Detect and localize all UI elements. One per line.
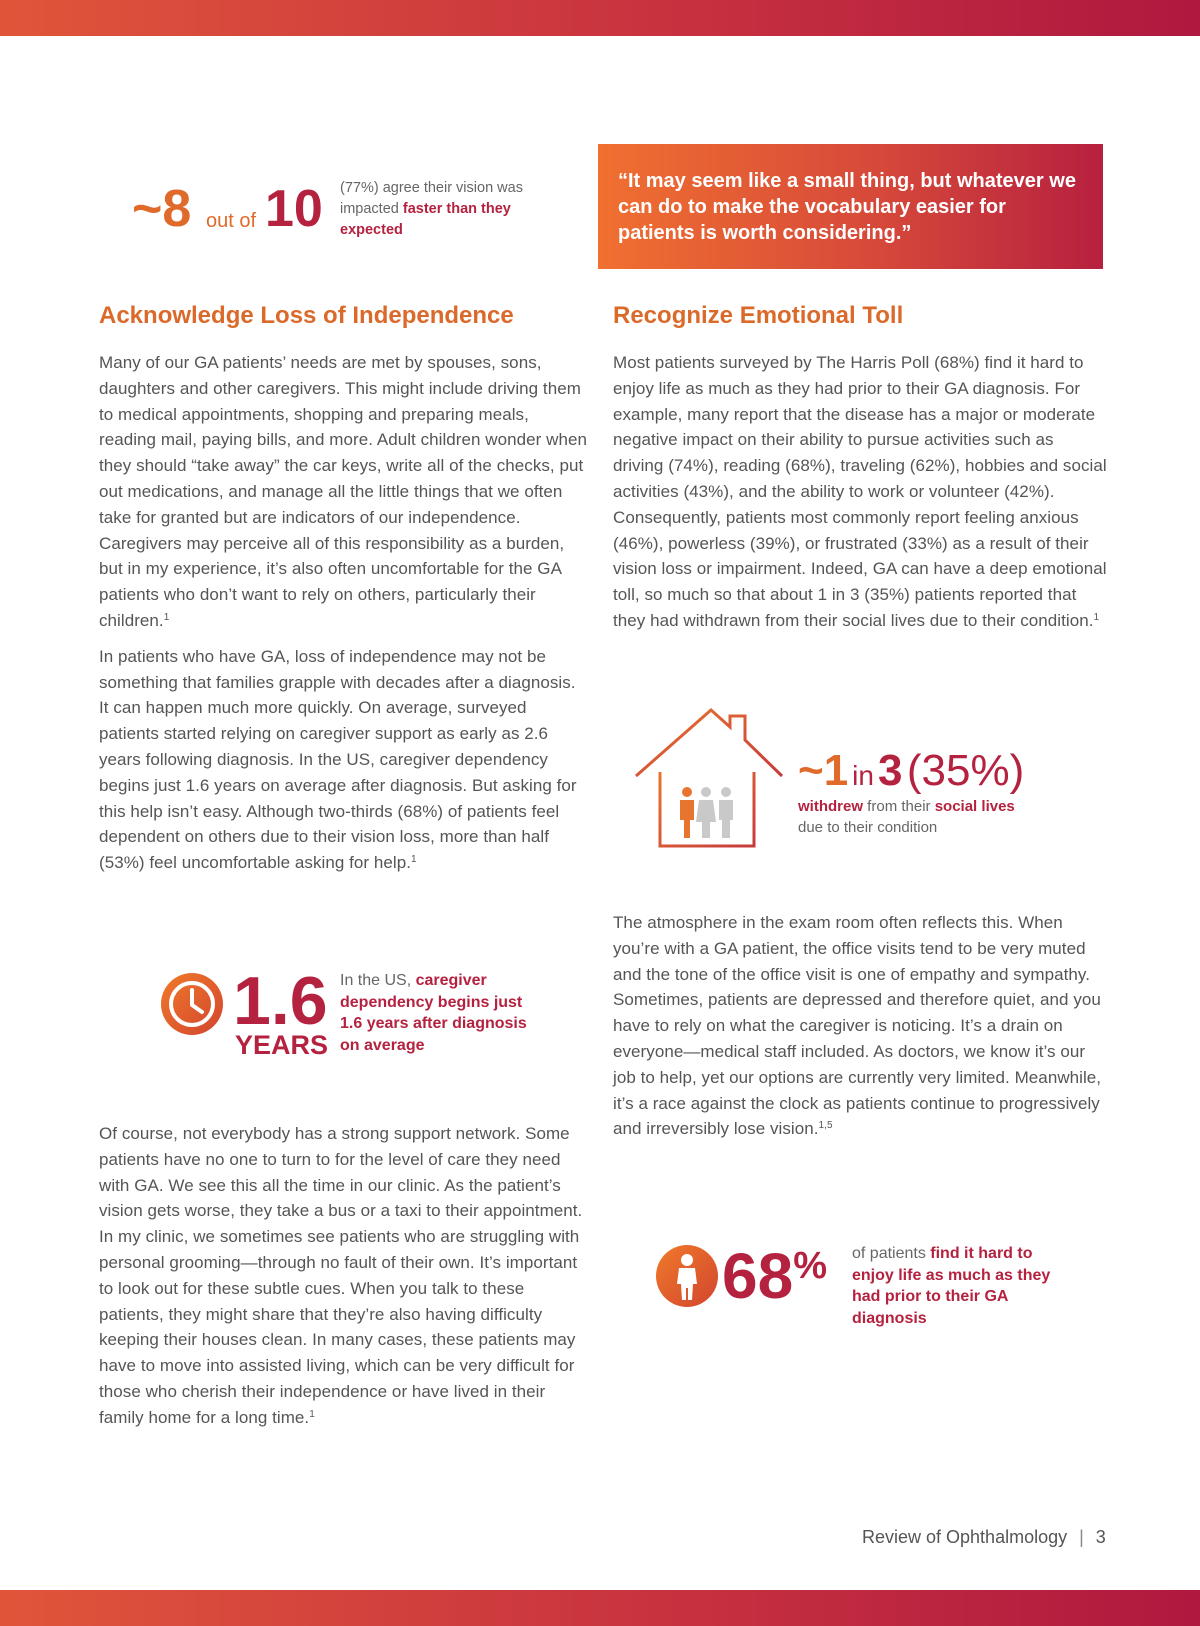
pull-quote-box xyxy=(598,144,1103,269)
stat-1-in-3-caption xyxy=(798,796,1098,838)
person-circle-icon xyxy=(656,1245,718,1307)
stat-1-in-3 xyxy=(798,748,1098,838)
heading-emotional-toll: Recognize Emotional Toll xyxy=(613,302,904,329)
left-paragraph-2-ref: 1 xyxy=(411,854,417,866)
page-number: 3 xyxy=(1095,1527,1106,1547)
stat-8-caption xyxy=(340,178,530,241)
stat-68-caption xyxy=(852,1243,1062,1329)
right-paragraph-1 xyxy=(613,350,1108,634)
right-paragraph-2-text: The atmosphere in the exam room often reflects this. When you’re with a GA patient, the office visits tend to be very muted and the tone of the office visit is one of empathy and sympathy. Sometimes, patients are depressed and therefore quiet, and you have to rely on what the caregiver is noticing. It’s a drain on everyone—medical staff included. As doctors, we know it’s our job to help, yet our options are currently very limited. Meanwhile, it’s a race against the clock as patients continue to progressively and irreversibly lose vision. xyxy=(613,913,1102,1139)
stat-8-number: ~8 xyxy=(132,180,192,238)
stat-68-caption-highlight: find it hard to enjoy life as much as they had prior to their GA diagnosis xyxy=(852,1245,1051,1327)
right-paragraph-1-ref: 1 xyxy=(1093,611,1100,623)
right-paragraph-2 xyxy=(613,910,1108,1142)
right-paragraph-1-text: Most patients surveyed by The Harris Poll (68%) find it hard to enjoy life as much as they had prior to their GA diagnosis. For example, many report that the disease has a major or moderate negative impact on their ability to pursue activities such as driving (74%), reading (68%), traveling (62%), hobbies and social activities (43%), and the ability to work or volunteer (42%). Consequently, patients most commonly report feeling anxious (46%), powerless (39%), or frustrated (33%) as a result of their vision loss or impairment. Indeed, GA can have a deep emotional toll, so much so that about 1 in 3 (35%) patients reported that they had withdrawn from their social lives due to their condition. xyxy=(613,353,1107,630)
bottom-color-band xyxy=(0,1590,1200,1626)
family-people-icon xyxy=(680,787,733,838)
stat-1-in-3-in: in xyxy=(852,760,874,791)
stat-1-6-caption-highlight: caregiver dependency begins just 1.6 years after diagnosis on average xyxy=(340,972,527,1054)
left-paragraph-1 xyxy=(99,350,589,634)
stat-68-percent-sign: % xyxy=(793,1245,827,1287)
top-color-band xyxy=(0,0,1200,36)
stat-68-number: 68 xyxy=(722,1240,794,1312)
stat-1-in-3-bold2: social lives xyxy=(934,798,1015,815)
stat-1-in-3-lead: ~1 xyxy=(798,746,849,795)
stat-8-caption-highlight: faster than they expected xyxy=(340,201,511,238)
house-icon xyxy=(634,708,784,850)
left-paragraph-1-text: Many of our GA patients’ needs are met by spouses, sons, daughters and other caregivers. This might include driving them to medical appointments, shopping and preparing meals, reading mail, paying bills, and more. Adult children wonder when they should “take away” the car keys, write all of the checks, put out medications, and manage all the little things that we often take for granted but are indicators of our independence. Caregivers may perceive all of this responsibility as a burden, but in my experience, it’s also often uncomfortable for the GA patients who don’t want to rely on others, particularly their children. xyxy=(99,353,587,630)
left-paragraph-2-text: In patients who have GA, loss of independence may not be something that families grapple with decades after a diagnosis. It can happen much more quickly. On average, surveyed patients started relying on caregiver support as early as 2.6 years following diagnosis. In the US, caregiver dependency begins just 1.6 years on average after diagnosis. But asking for this help isn’t easy. Although two-thirds (68%) of patients feel dependent on others due to their vision loss, more than half (53%) feel uncomfortable asking for help. xyxy=(99,646,577,873)
stat-1-in-3-plain2: due to their condition xyxy=(798,819,938,836)
stat-1-in-3-plain1: from their xyxy=(863,798,935,815)
right-paragraph-2-ref: 1,5 xyxy=(818,1120,833,1132)
stat-1-6-number: 1.6 xyxy=(233,963,328,1039)
left-paragraph-3 xyxy=(99,1121,589,1431)
heading-acknowledge-loss: Acknowledge Loss of Independence xyxy=(99,302,514,329)
stat-1-in-3-bold1: withdrew xyxy=(798,798,864,815)
stat-1-in-3-pct: (35%) xyxy=(906,746,1025,795)
stat-68-percent xyxy=(722,1240,827,1312)
stat-68-caption-plain: of patients xyxy=(852,1245,931,1262)
left-paragraph-3-ref: 1 xyxy=(309,1408,315,1420)
clock-icon xyxy=(160,972,224,1036)
right-column xyxy=(613,302,1108,634)
footer-publication: Review of Ophthalmology xyxy=(862,1527,1068,1547)
stat-1-6-caption-plain: In the US, xyxy=(340,972,416,989)
page-footer xyxy=(862,1527,1106,1548)
footer-separator: | xyxy=(1079,1527,1084,1547)
stat-10-number: 10 xyxy=(265,180,323,238)
stat-1-6-caption xyxy=(340,970,540,1056)
stat-1-in-3-headline xyxy=(798,748,1098,794)
pull-quote-text: “It may seem like a small thing, but whatever we can do to make the vocabulary easier for patients is worth considering.” xyxy=(618,169,1076,244)
stat-8-out-of-label: out of xyxy=(206,210,257,232)
right-body-bottom xyxy=(613,910,1108,1142)
right-body-top xyxy=(613,350,1108,634)
stat-8-caption-plain: (77%) agree their vision was impacted xyxy=(340,180,523,217)
stat-1-in-3-three: 3 xyxy=(877,746,903,795)
left-column xyxy=(99,302,589,876)
left-body-top xyxy=(99,350,589,876)
left-paragraph-3-text: Of course, not everybody has a strong support network. Some patients have no one to turn to for the level of care they need with GA. We see this all the time in our clinic. As the patient’s vision gets worse, they take a bus or a taxi to their appointment. In my clinic, we sometimes see patients who are struggling with personal grooming—through no fault of their own. It’s important to look out for these subtle cues. When you talk to these patients, they might share that they’re also having difficulty keeping their houses clean. In many cases, these patients may have to move into assisted living, which can be very difficult for those who cherish their independence or have lived in their family home for a long time. xyxy=(99,1124,583,1427)
left-paragraph-1-ref: 1 xyxy=(163,611,170,623)
stat-1-6-unit: YEARS xyxy=(235,1030,329,1060)
left-paragraph-2 xyxy=(99,644,589,876)
left-body-bottom xyxy=(99,1121,589,1431)
